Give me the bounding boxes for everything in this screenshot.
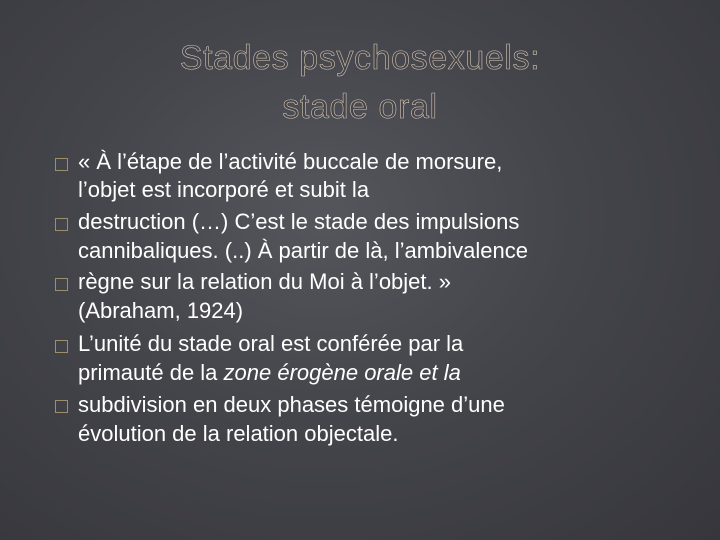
- square-bullet-icon: [55, 218, 68, 231]
- body-text-line: [78, 358, 461, 388]
- square-bullet-icon: [55, 340, 68, 353]
- title-line-1: Stades psychosexuels:: [179, 39, 541, 77]
- body-text-segment: primauté de la: [78, 360, 224, 385]
- body-text-line: cannibaliques. (..) À partir de là, l’ambivalence: [78, 238, 529, 263]
- square-bullet-icon: [55, 278, 68, 291]
- body-text-italic-segment: zone érogène orale et la: [223, 360, 461, 385]
- body-text-line: destruction (…) C’est le stade des impulsions: [78, 209, 520, 234]
- body-text-line: subdivision en deux phases témoigne d’une: [78, 392, 505, 417]
- body-text-line: (Abraham, 1924): [78, 298, 244, 323]
- body-text-line: « À l’étape de l’activité buccale de morsure,: [78, 149, 503, 174]
- title-line-2: stade oral: [282, 88, 438, 126]
- body-text-line: l’objet est incorporé et subit la: [78, 177, 370, 202]
- body-text-line: règne sur la relation du Moi à l’objet. »: [78, 269, 451, 294]
- body-text-line: évolution de la relation objectale.: [78, 421, 399, 446]
- square-bullet-icon: [55, 158, 68, 171]
- body-text-line: L’unité du stade oral est conférée par la: [78, 331, 464, 356]
- square-bullet-icon: [55, 400, 68, 413]
